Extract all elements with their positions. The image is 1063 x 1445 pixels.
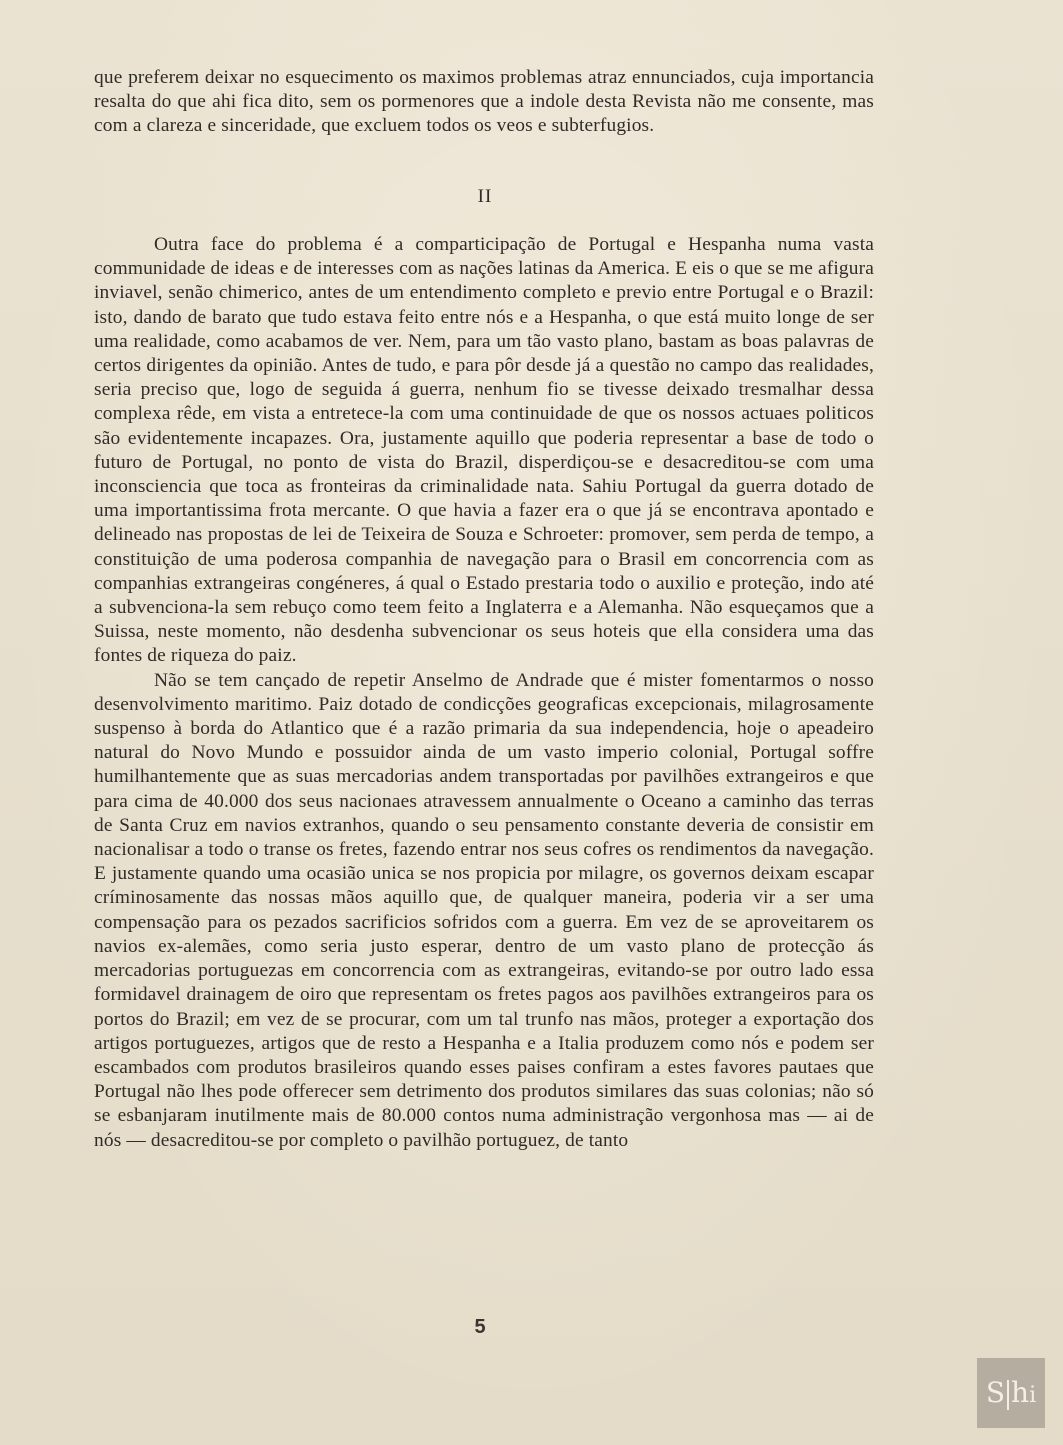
paragraph: Outra face do problema é a comparticipação de Portugal e Hespanha numa vasta communidade de ideas e de interesses com as nações latinas da America. E eis o que se me afigura inviavel, senão chimerico, antes de um entendimento completo e previo entre Portugal e o Brazil: isto, dando de barato que tudo estava feito entre nós e a Hespanha, o que está muito longe de ser uma realidade, como acabamos de ver. Nem, para um tão vasto plano, bastam as boas palavras de certos dirigentes da opinião. Antes de tudo, e para pôr desde já a questão no campo das realidades, seria preciso que, logo de seguida á guerra, nenhum fio se tivesse deixado tresmalhar dessa complexa rêde, em vista a entretece-la com uma continuidade de que os nossos actuaes politicos são evidentemente incapazes. Ora, justamente aquillo que poderia representar a base de todo o futuro de Portugal, no ponto de vista do Brazil, disperdiçou-se e desacreditou-se com uma inconsciencia que toca as fronteiras da criminalidade nata. Sahiu Portugal da guerra dotado de uma importantissima frota mercante. O que havia a fazer era o que já se encontrava apontado e delineado nas propostas de lei de Teixeira de Souza e Schroeter: promover, sem perda de tempo, a constituição de uma poderosa companhia de navegação para o Brasil em concorrencia com as companhias extrangeiras congéneres, á qual o Estado prestaria todo o auxilio e proteção, indo até a subvenciona-la sem rebuço como teem feito a Inglaterra e a Alemanha. Não esqueçamos que a Suissa, neste momento, não desdenha subvencionar os seus hoteis que ella considera uma das fontes de riqueza do paiz.: [94, 234, 874, 667]
body-text: [94, 233, 874, 1153]
logo-mark: S hi: [985, 1376, 1037, 1410]
section-heading: II: [477, 186, 493, 207]
library-logo-watermark: [977, 1358, 1045, 1428]
continued-paragraph: [94, 66, 874, 139]
paragraph-text: que preferem deixar no esquecimento os maximos problemas atraz ennunciados, cuja importancia resalta do que ahi fica dito, sem os pormenores que a indole desta Revista não me consente, mas com a clareza e sinceridade, que excluem todos os veos e subterfugios.: [94, 67, 874, 137]
page-number: 5: [474, 1316, 486, 1338]
paragraph: Não se tem cançado de repetir Anselmo de Andrade que é mister fomentarmos o nosso desenvolvimento maritimo. Paiz dotado de condicções geograficas excepcionais, milagrosamente suspenso à borda do Atlantico que é a razão primaria da sua independencia, hoje o apeadeiro natural do Novo Mundo e possuidor ainda de um vasto imperio colonial, Portugal soffre humilhantemente que as suas mercadorias andem transportadas por pavilhões extrangeiros e que para cima de 40.000 dos seus nacionaes atravessem annualmente o Oceano a caminho das terras de Santa Cruz em navios extranhos, quando o seu pensamento constante deveria de consistir em nacionalisar a todo o transe os fretes, fazendo entrar nos seus cofres os rendimentos da navegação. E justamente quando uma ocasião unica se nos propicia por milagre, os governos deixam escapar críminosamente das nossas mãos aquillo que, de qualquer maneira, poderia vir a ser uma compensação para os pezados sacrificios sofridos com a guerra. Em vez de se aproveitarem os navios ex-alemães, como seria justo esperar, dentro de um vasto plano de protecção ás mercadorias portuguezas em concorrencia com as extrangeiras, evitando-se por outro lado essa formidavel drainagem de oiro que representam os fretes pagos aos pavilhões extrangeiros para os portos do Brazil; em vez de se procurar, com um tal trunfo nas mãos, proteger a exportação dos artigos portuguezes, artigos que de resto a Hespanha e a Italia produzem como nós e podem ser escambados com produtos brasileiros quando esses paises confiram a estes favores pautaes que Portugal não lhes pode offerecer sem detrimento dos produtos similares das suas colonias; não só se esbanjaram inutilmente mais de 80.000 contos numa administração vergonhosa mas — ai de nós — desacreditou-se por completo o pavilhão portuguez, de tanto: [94, 669, 874, 1151]
